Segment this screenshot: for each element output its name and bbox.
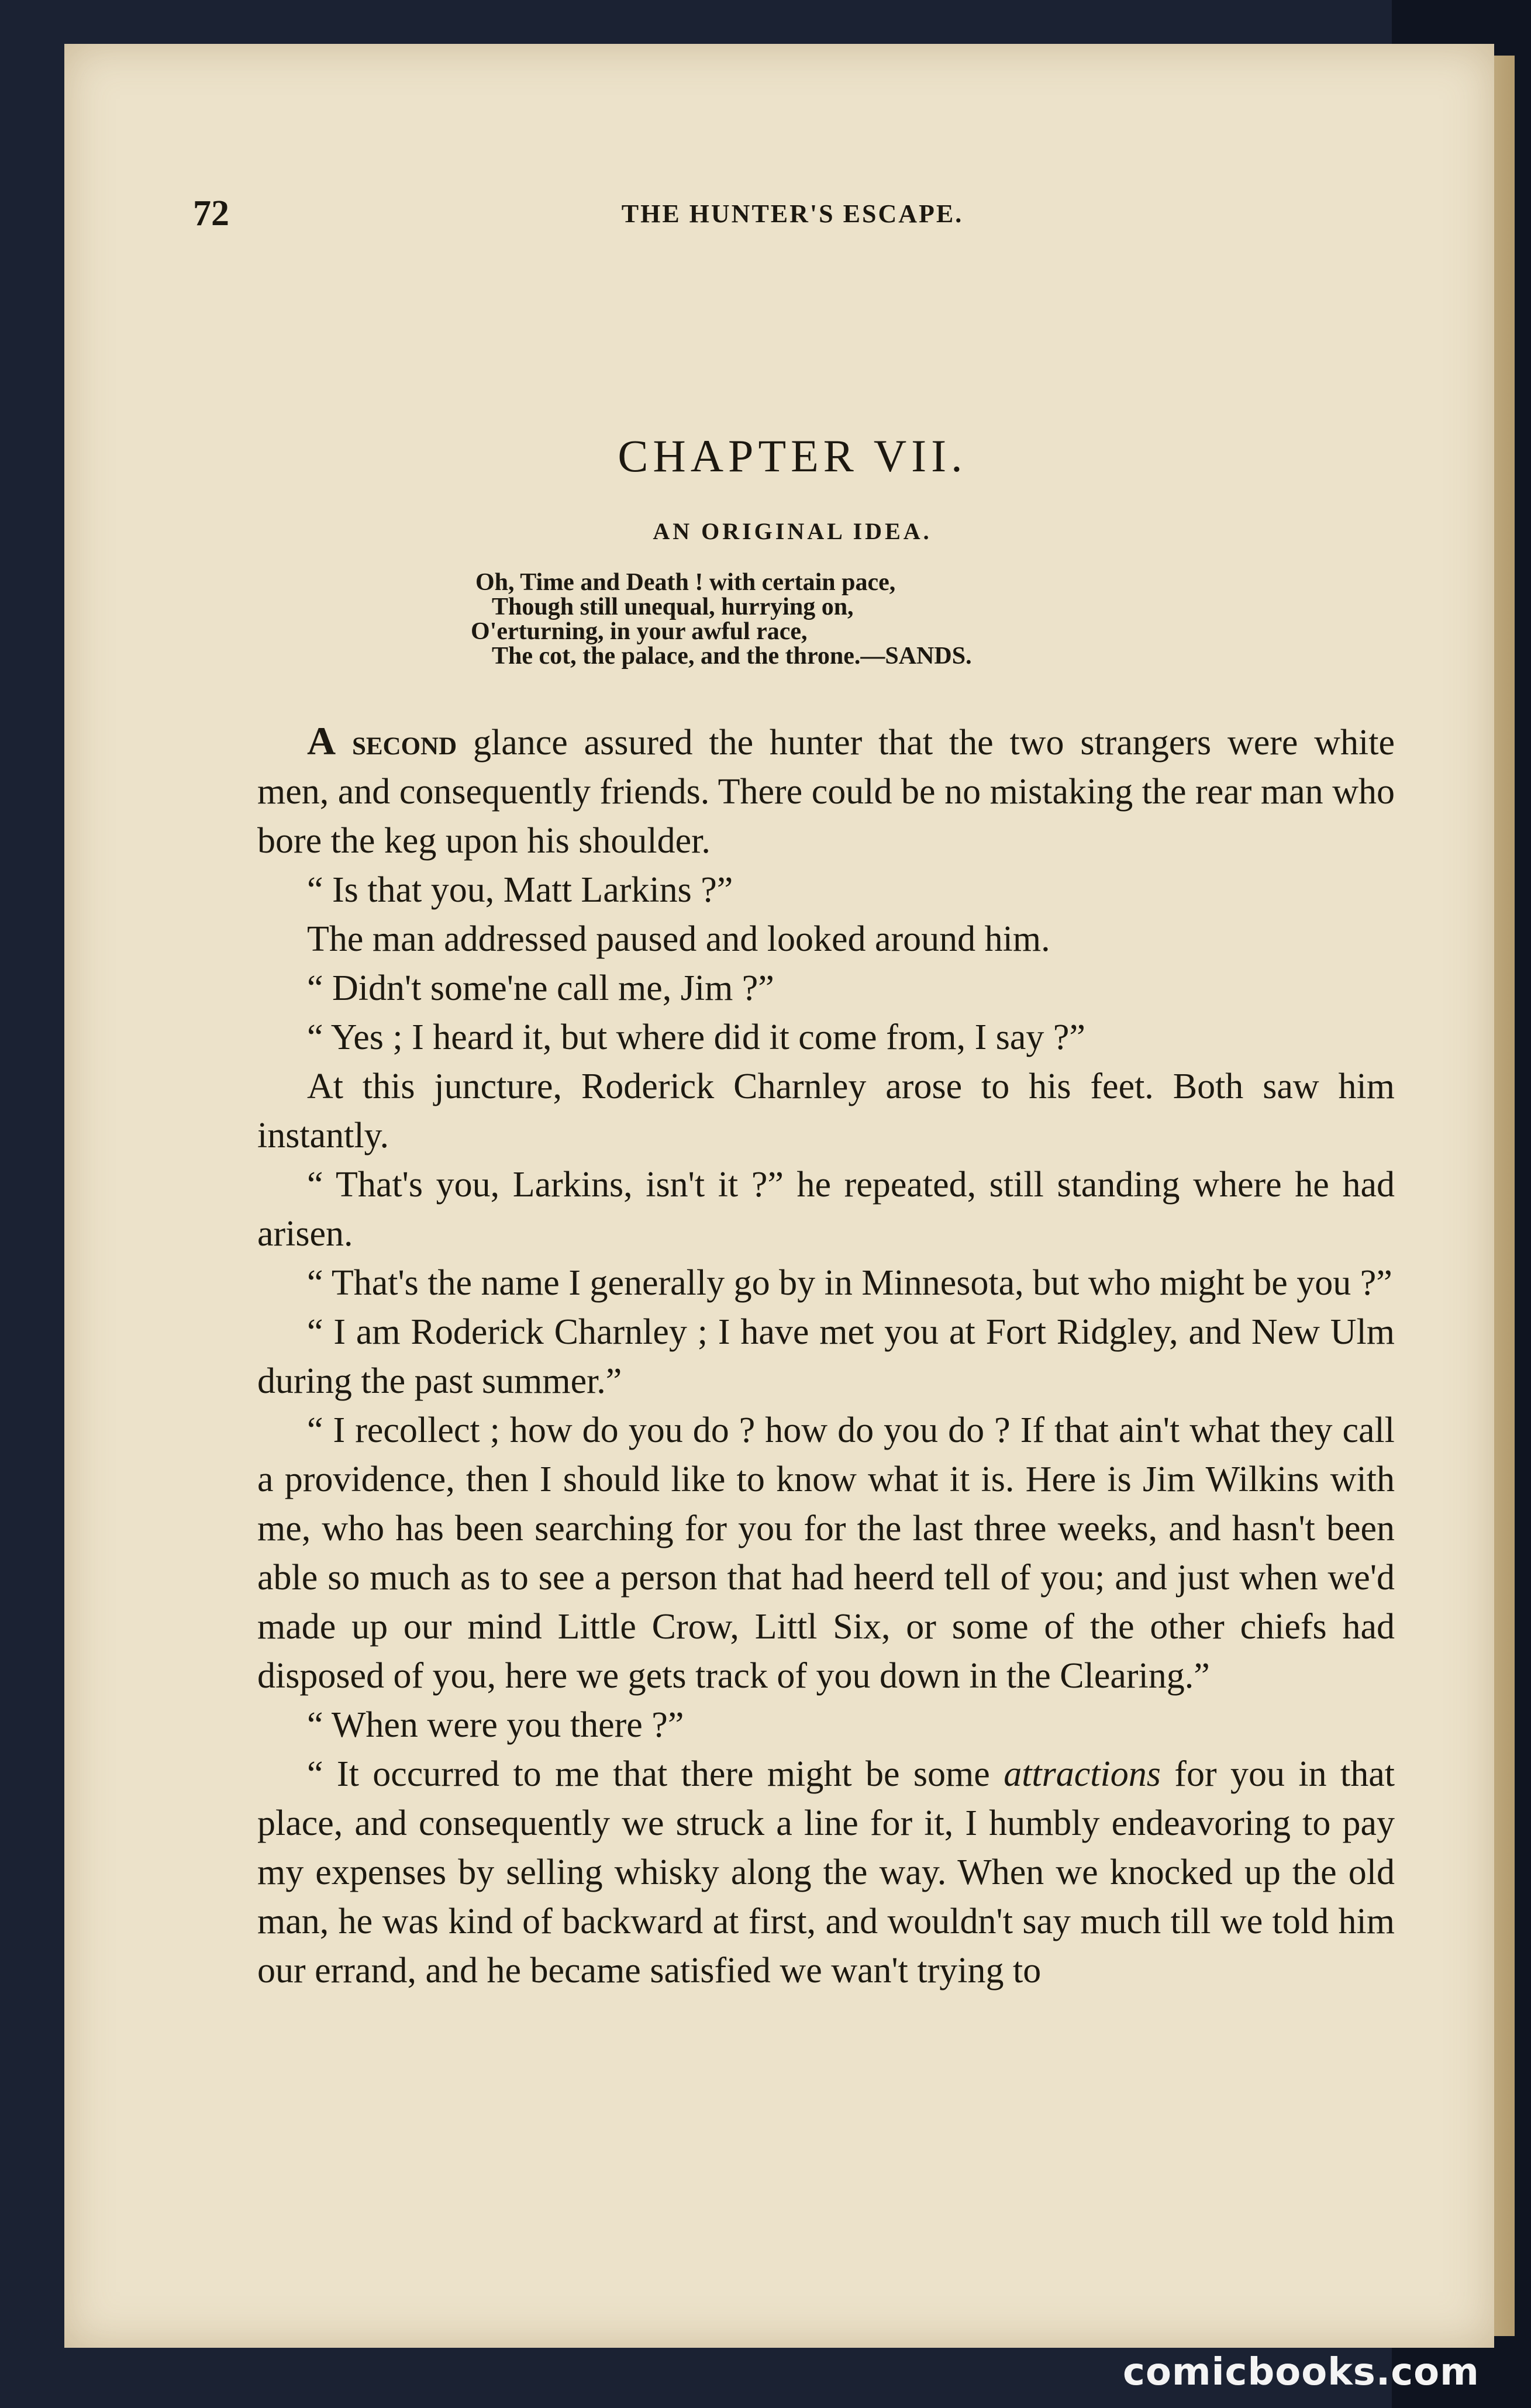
final-paragraph (257, 1750, 1395, 1995)
paragraph: “ Yes ; I heard it, but where did it come from, I say ?” (307, 1017, 1085, 1057)
paragraph: “ I recollect ; how do you do ? how do you do ? If that ain't what they call a providence, then I should like to know what it is. Here is Jim Wilkins with me, who has been searching for you for the last three weeks, and hasn't been able so much as to see a person that had heerd tell of you; and just when we'd made up our mind Little Crow, Littl Six, or some of the other chiefs had disposed of you, here we gets track of you down in the Clearing.” (257, 1410, 1395, 1696)
epigraph-line: Though still unequal, hurrying on, (492, 594, 854, 620)
chapter-subtitle: AN ORIGINAL IDEA. (653, 518, 932, 544)
chapter-title: CHAPTER VII. (618, 430, 967, 481)
paragraph: “ I am Roderick Charnley ; I have met you at Fort Ridgley, and New Ulm during the past summer.” (257, 1312, 1395, 1401)
epigraph-line: O'erturning, in your awful race, (471, 618, 808, 645)
running-head: THE HUNTER'S ESCAPE. (621, 199, 964, 228)
final-text-end: for you in that place, and consequently we struck a line for it, I humbly endeavoring to pay my expenses by selling whisky along the way. When we knocked up the old man, he was kind of backward at first, and wouldn't say much till we told him our errand, and he became satisfied we wan't trying to (257, 1754, 1395, 1990)
lead-word: A (307, 719, 336, 763)
body-text (257, 716, 1395, 1995)
paragraph: “ When were you there ?” (307, 1705, 684, 1745)
paragraph: The man addressed paused and looked around him. (307, 919, 1050, 959)
epigraph-line: Oh, Time and Death ! with certain pace, (475, 569, 896, 596)
opening-rest: glance assured the hunter that the two strangers were white men, and consequently friends. There could be no mistaking the rear man who bore the keg upon his shoulder. (257, 723, 1395, 861)
paragraph: At this juncture, Roderick Charnley arose to his feet. Both saw him instantly. (257, 1067, 1395, 1155)
page-header (193, 193, 1392, 240)
paragraph: “ Is that you, Matt Larkins ?” (307, 870, 733, 910)
paragraph: “ Didn't some'ne call me, Jim ?” (307, 968, 774, 1008)
italic-word: attractions (1004, 1754, 1161, 1794)
final-text-start: “ It occurred to me that there might be some (307, 1754, 1004, 1794)
lead-smallcaps: second (351, 723, 457, 763)
paragraph: “ That's the name I generally go by in Minnesota, but who might be you ?” (307, 1263, 1392, 1303)
paragraph: “ That's you, Larkins, isn't it ?” he repeated, still standing where he had arisen. (257, 1165, 1395, 1254)
epigraph (471, 570, 1289, 668)
opening-paragraph (257, 716, 1395, 865)
epigraph-line: The cot, the palace, and the throne.—SANDS. (492, 643, 972, 670)
site-watermark: comicbooks.com (1123, 2351, 1480, 2394)
page-number: 72 (193, 194, 229, 233)
